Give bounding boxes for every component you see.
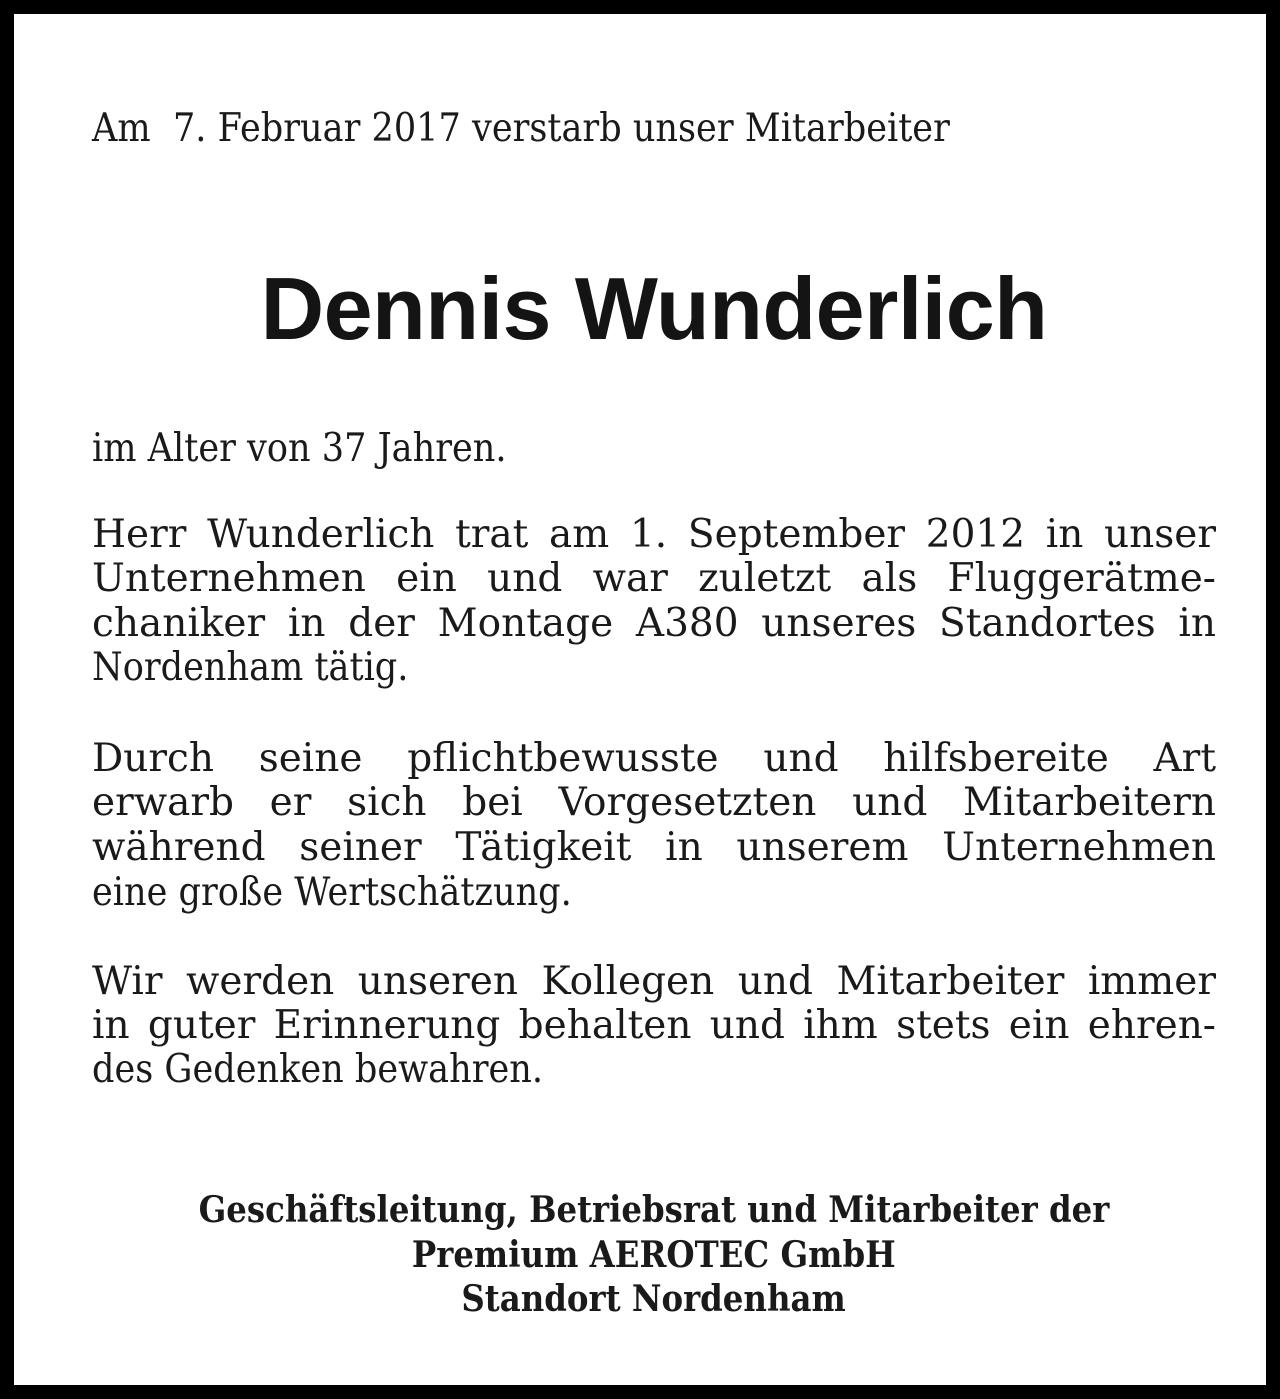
memory-line: in guter Erinnerung behalten und ihm stets ein ehren-	[92, 1003, 1216, 1048]
signature-location-text: Standort Nordenham	[461, 1278, 847, 1320]
career-line-last	[92, 646, 1216, 690]
character-line: während seiner Tätigkeit in unserem Unternehmen	[92, 825, 1216, 870]
memory-line-last-text: des Gedenken bewahren.	[92, 1047, 544, 1092]
character-line: Durch seine pflichtbewusste und hilfsbereite Art	[92, 736, 1216, 781]
character-line-last-text: eine große Wertschätzung.	[92, 870, 572, 915]
memory-line: Wir werden unseren Kollegen und Mitarbeiter immer	[92, 959, 1216, 1004]
signature-company-text: Premium AEROTEC GmbH	[412, 1234, 896, 1276]
signature-company	[14, 1233, 1280, 1277]
signature-line	[14, 1188, 1280, 1232]
career-line: Herr Wunderlich trat am 1. September 2012 in unser	[92, 512, 1216, 557]
character-line: erwarb er sich bei Vorgesetzten und Mitarbeitern	[92, 780, 1216, 825]
intro-line: Am 7. Februar 2017 verstarb unser Mitarbeiter	[92, 106, 950, 151]
signature-location	[14, 1277, 1280, 1321]
age-line-text: im Alter von 37 Jahren.	[92, 426, 507, 471]
deceased-name: Dennis Wunderlich	[260, 259, 1048, 358]
character-line-last	[92, 871, 1216, 915]
signature-text: Geschäftsleitung, Betriebsrat und Mitarbeiter der	[198, 1189, 1110, 1231]
career-line: Unternehmen ein und war zuletzt als Fluggerätme-	[92, 556, 1216, 601]
career-line-last-text: Nordenham tätig.	[92, 645, 409, 690]
memory-line-last	[92, 1048, 1216, 1092]
age-line	[92, 427, 1216, 471]
career-line: chaniker in der Montage A380 unseres Standortes in	[92, 601, 1216, 646]
